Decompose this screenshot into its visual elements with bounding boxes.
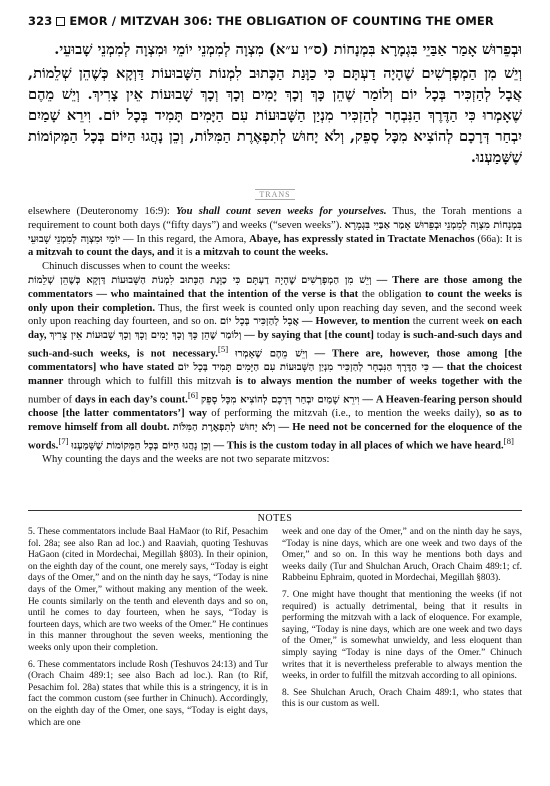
hebrew-lemma: וְלֹא יָחוּשׁ לְתִפְאֶרֶת הַמִּלּוֹת xyxy=(172,422,276,434)
note-5: 5. These commentators include Baal HaMaor (to Rif, Pesachim fol. 28a; see also Ran ad loc.) and Raaviah, quoting Teshuvas HaGaon (cited in Mordechai, Megillah §803). In their opinion, on the eighth day of the count, one merely says, “Today is eight days of the Omer,” and on the ninth day he says, “Today is nine days of the Omer,” without making any mention of the week. He counts similarly on the tenth and eleventh days and so on, until he comes to day fourteen, when he says, “Today is fourteen days, which are two weeks of the Omer.” He continues in this manner throughout the seven weeks, mentioning the weeks only upon their completion. xyxy=(28,527,268,653)
running-header xyxy=(28,14,494,28)
hebrew-lemma: וְכֵן נָהֲגוּ הַיּוֹם בְּכָל הַמְּקוֹמוֹת שֶׁשָּׁמַעְנוּ xyxy=(71,440,211,452)
text-run: the obligation xyxy=(358,288,426,300)
text-run: the current week xyxy=(409,316,488,328)
divider-label: TRANS xyxy=(255,189,294,200)
bold-run: so as to remove himself from all doubt. xyxy=(28,408,522,434)
footnote-marker: [6] xyxy=(187,389,199,400)
footnote-marker: [5] xyxy=(217,343,229,354)
hebrew-lemma: וִירֵא שָׁמַיִם יִבְחַר דְּרָכָם לְהוֹצִיא מִכָּל סָפֵק xyxy=(200,394,360,406)
hebrew-lemma: וְיֵשׁ מֵהֶם שֶׁאָמְרוּ xyxy=(235,348,308,360)
text-run: through which to fulfill this mitzvah xyxy=(63,376,236,388)
translation-text xyxy=(28,205,522,467)
bold-run: — There are those among the commentators xyxy=(28,274,523,300)
hebrew-lemma: וְיֵשׁ מִן הַמְפָרְשִׁים xyxy=(301,274,372,286)
note-7: 7. One might have thought that mentioning the weeks (if not required) is actually detrimental, being that it results in performing the mitzvah with a lack of eloquence. For example, saying, “Today is nine days, which are one week and two days of the Omer,” is somewhat unwieldy, and less eloquent than simply saying “Today is nine days of the Omer.” Chinuch writes that it is nevertheless preferable to always mention the weeks, in order to fulfill the mitzvah according to all opinions. xyxy=(282,589,522,682)
bold-run: — He need not be concerned for the eloquence of the words. xyxy=(28,422,522,452)
text-run: it is xyxy=(174,247,196,259)
hebrew-lemma: שֶׁהָיָה דַעְתָּם כִּי כַוָּנַת הַכָּתוּב לִמְנוֹת הַשָּׁבוּעוֹת דַּוְקָא כְּשֶׁהֵן שְׁלֵמוֹת xyxy=(28,274,297,286)
text-run: elsewhere (Deuteronomy 16:9): xyxy=(28,206,177,217)
hebrew-lemma: וּבְפֵרוּשׁ אָמַר אַבַּיֵי בִּגְמָרָא xyxy=(344,219,442,231)
bold-run: — who maintained that the intention of the verse is that xyxy=(96,288,359,300)
text-run: Thus, the Torah mentions a requirement to count both days (“fifty days”) and weeks (“seven weeks”). xyxy=(28,206,522,231)
hebrew-lemma: וְלוֹמַר שֶׁהֵן כָּךְ וְכָךְ יָמִים וְכָךְ וְכָךְ שָׁבוּעוֹת אֵין צָרִיךְ xyxy=(49,330,242,342)
footnote-marker: [7] xyxy=(58,435,69,446)
hebrew-lemma: כִּי הַדֶּרֶךְ הַנִּבְחָר לְהַזְכִּיר מִנְיַן הַשָּׁבוּעוֹת עִם הַיָּמִים תָּמִיד בְּכָל יוֹם xyxy=(177,362,429,374)
translation-paragraph xyxy=(28,205,522,260)
translation-paragraph xyxy=(28,274,522,453)
text-run: — In this regard, the Amora, xyxy=(120,233,250,245)
notes-column-left xyxy=(28,527,268,734)
footnote-marker: [8] xyxy=(503,435,514,446)
section-divider xyxy=(0,189,550,200)
text-run: (66a): It is xyxy=(474,233,522,245)
translation-paragraph: Why counting the days and the weeks are not two separate mitzvos: xyxy=(42,454,330,466)
bold-run: a mitzvah to count the days, and xyxy=(28,247,175,259)
bold-run: — A Heaven-fearing person should choose [the latter commentators’] way xyxy=(28,394,522,420)
text-run: number of xyxy=(28,394,75,406)
verse-quote: You shall count seven weeks for yourselves. xyxy=(176,206,387,217)
notes-column-right xyxy=(282,527,522,734)
text-run: Thus, the first week is counted only upon reaching day seven, and the second week only upon reaching day fourteen, and so on. xyxy=(28,302,523,328)
note-8: 8. See Shulchan Aruch, Orach Chaim 489:1, who states that this is our custom as well. xyxy=(282,687,522,710)
bold-run: on each day, xyxy=(28,316,522,342)
bold-run: days in each day’s count. xyxy=(74,394,188,406)
bold-run: — There are, however, those among [the commentators] who have stated xyxy=(28,348,522,374)
hebrew-lemma: אֲבָל לְהַזְכִּיר בְּכָל יוֹם xyxy=(219,316,299,328)
text-run: today xyxy=(373,330,404,342)
bold-run: to count the weeks is only upon their completion. xyxy=(28,288,522,314)
text-run: of performing the mitzvah (i.e., to mention the weeks daily), xyxy=(207,408,486,420)
running-title: EMOR / MITZVAH 306: THE OBLIGATION OF COUNTING THE OMER xyxy=(69,14,494,28)
square-bullet-icon xyxy=(56,17,65,26)
translation-paragraph: Chinuch discusses when to count the weeks: xyxy=(42,261,231,273)
hebrew-lemma: בִּמְנָחוֹת מִצְוָה לְמִמְנֵי יוֹמֵי וּמִצְוָה לְמִמְנֵי שָׁבוּעֵי xyxy=(28,219,522,245)
page-number: 323 xyxy=(28,14,53,28)
notes-heading: NOTES xyxy=(28,510,522,524)
bold-run: — that the choicest manner xyxy=(28,362,522,388)
note-6: 6. These commentators include Rosh (Teshuvos 24:13) and Tur (Orach Chaim 489:1; see also Bach ad loc.). Ran (to Rif, Pesachim fol. 28a) states that while this is a stringency, it is in fact the common custom (see further in Chinuch). Accordingly, on the eighth day of the Omer, one says, “Today is eight days, which are one xyxy=(28,659,268,728)
bold-run: is such-and-such days and such-and-such weeks, is not necessary. xyxy=(28,330,522,360)
bold-run: Abaye, has expressly stated in Tractate Menachos xyxy=(249,233,475,245)
hebrew-paragraph: וּבְפֵרוּשׁ אָמַר אַבַּיֵי בִּגְמָרָא בִּמְנָחוֹת (ס״ו ע״א) מִצְוָה לְמִמְנֵי יוֹמֵי וּמִצְוָה לְמִמְנֵי שָׁבוּעֵי. xyxy=(54,41,522,58)
bold-run: — by saying that [the count] xyxy=(241,330,374,342)
hebrew-source-text xyxy=(28,39,522,171)
bold-run: a mitzvah to count the weeks. xyxy=(195,247,329,259)
bold-run: — This is the custom today in all places of which we have heard. xyxy=(210,440,504,452)
hebrew-paragraph: וְיֵשׁ מִן הַמְפָרְשִׁים שֶׁהָיָה דַעְתָּם כִּי כַוָּנַת הַכָּתוּב לִמְנוֹת הַשָּׁבוּעוֹת דַּוְקָא כְּשֶׁהֵן שְׁלֵמוֹת, אֲבָל לְהַזְכִּיר בְּכָל יוֹם וְלוֹמַר שֶׁהֵן כָּךְ וְכָךְ יָמִים וְכָךְ וְכָךְ שָׁבוּעוֹת אֵין צָרִיךְ. וְיֵשׁ מֵהֶם שֶׁאָמְרוּ כִּי הַדֶּרֶךְ הַנִּבְחָר לְהַזְכִּיר מִנְיַן הַשָּׁבוּעוֹת עִם הַיָּמִים תָּמִיד בְּכָל יוֹם. וִירֵא שָׁמַיִם יִבְחַר דְּרָכָם לְהוֹצִיא מִכָּל סָפֵק, וְלֹא יָחוּשׁ לְתִפְאֶרֶת הַמִּלּוֹת, וְכֵן נָהֲגוּ הַיּוֹם בְּכָל הַמְּקוֹמוֹת שֶׁשָּׁמַעְנוּ. xyxy=(28,65,522,166)
note-6-continued: week and one day of the Omer,” and on the ninth day he says, “Today is nine days, which are one week and two days of the Omer,” and so on. In this way he mentions both days and weeks daily (Tur and Shulchan Aruch, Orach Chaim 489:1; cf. Rabbeinu Ephraim, quoted in Mordechai, Megillah §803). xyxy=(282,527,522,584)
notes-section xyxy=(28,527,522,734)
bold-run: is to always mention the number of weeks together with the xyxy=(235,376,522,388)
bold-run: — However, to mention xyxy=(298,316,410,328)
